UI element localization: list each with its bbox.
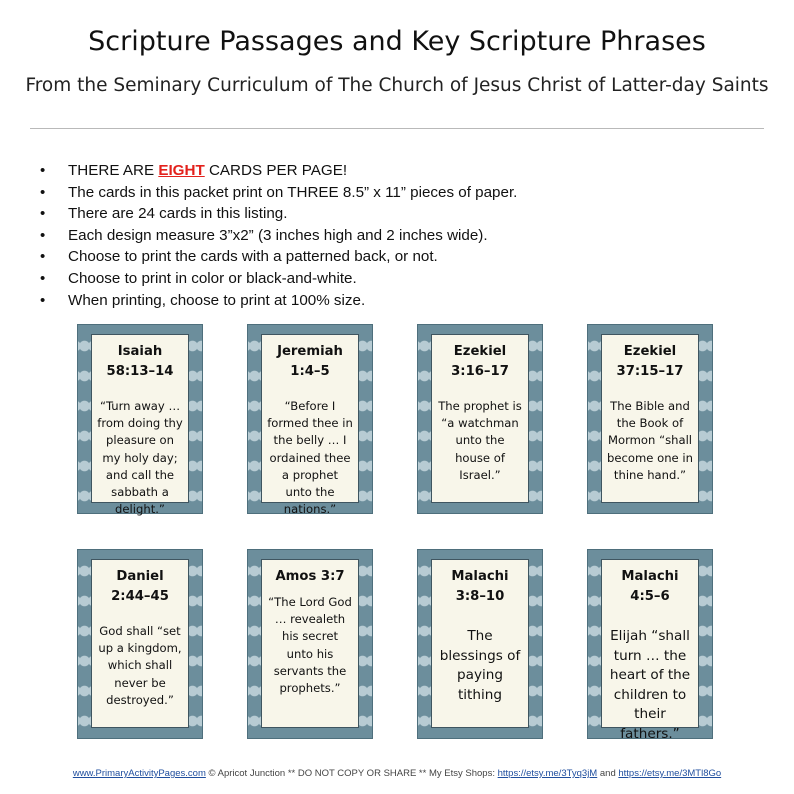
footer-conjunction: and (597, 768, 619, 779)
card-reference-verses: 3:8–10 (455, 589, 505, 604)
card-reference: Malachi (451, 569, 509, 584)
card-face (91, 334, 189, 517)
scripture-card (77, 549, 203, 739)
scripture-card (247, 549, 373, 739)
bullet-item: • When printing, choose to print at 100% size. (38, 290, 758, 312)
scripture-card-grid (77, 324, 717, 744)
card-reference: Daniel (116, 569, 164, 584)
card-phrase: God shall “set up a kingdom, which shall never be destroyed.” (98, 624, 182, 707)
page-subtitle: From the Seminary Curriculum of The Church of Jesus Christ of Latter-day Saints (25, 75, 769, 96)
bullet-marker: • (40, 248, 46, 266)
card-face (431, 334, 529, 503)
card-face (261, 334, 359, 517)
scripture-card (587, 549, 713, 742)
card-phrase: Elijah “shall turn … the heart of the children to their fathers.” (609, 628, 691, 742)
card-phrase: The prophet is “a watchman unto the house of Israel.” (438, 399, 522, 482)
bullet-marker: • (40, 183, 46, 201)
footer (0, 768, 794, 779)
divider (30, 128, 764, 129)
card-reference-verses: 58:13–14 (106, 364, 174, 379)
bullet-marker: • (40, 162, 46, 179)
website-link[interactable]: www.PrimaryActivityPages.com (72, 768, 206, 779)
scripture-card (417, 324, 543, 514)
card-reference-verses: 4:5–6 (630, 589, 670, 604)
card-face (601, 559, 699, 742)
card-face (431, 559, 529, 728)
info-bullet-list (38, 160, 758, 311)
bullet-marker: • (40, 226, 46, 244)
card-phrase: “Turn away … from doing thy pleasure on my holy day; and call the sabbath a delight.” (97, 399, 183, 517)
card-reference: Amos 3:7 (275, 569, 345, 584)
scripture-card (247, 324, 373, 517)
card-reference-verses: 3:16–17 (451, 364, 509, 379)
card-reference: Isaiah (117, 344, 163, 359)
scripture-card (77, 324, 203, 517)
card-reference-verses: 37:15–17 (616, 364, 684, 379)
card-reference: Ezekiel (623, 344, 677, 359)
bullet-item: • There are 24 cards in this listing. (38, 203, 758, 225)
etsy-shop-link-1[interactable]: https://etsy.me/3Tyq3jM (497, 768, 598, 779)
card-reference: Jeremiah (277, 344, 343, 359)
bullet-marker: • (40, 205, 46, 223)
scripture-card (587, 324, 713, 514)
card-phrase: The Bible and the Book of Mormon “shall become one in thine hand.” (607, 399, 693, 482)
bullet-item: • Choose to print in color or black-and-white. (38, 268, 758, 290)
card-face (261, 559, 359, 728)
highlight-text: EIGHT (158, 162, 205, 179)
card-face (91, 559, 189, 728)
bullet-item: • THERE ARE EIGHT CARDS PER PAGE! (38, 160, 758, 182)
copyright-notice: © Apricot Junction ** DO NOT COPY OR SHARE ** My Etsy Shops: (205, 768, 498, 779)
card-reference: Malachi (621, 569, 679, 584)
card-face (601, 334, 699, 503)
bullet-item: • Each design measure 3”x2” (3 inches high and 2 inches wide). (38, 225, 758, 247)
page-title: Scripture Passages and Key Scripture Phrases (88, 26, 706, 57)
card-phrase: “The Lord God … revealeth his secret unto his servants the prophets.” (268, 595, 352, 696)
bullet-item: • The cards in this packet print on THREE 8.5” x 11” pieces of paper. (38, 182, 758, 204)
card-phrase: The blessings of paying tithing (439, 628, 521, 703)
card-phrase: “Before I formed thee in the belly … I ordained thee a prophet unto the nations.” (267, 399, 353, 517)
etsy-shop-link-2[interactable]: https://etsy.me/3MTl8Go (618, 768, 722, 779)
bullet-marker: • (40, 269, 46, 287)
card-reference-verses: 1:4–5 (290, 364, 330, 379)
bullet-item: • Choose to print the cards with a patterned back, or not. (38, 246, 758, 268)
scripture-card (417, 549, 543, 739)
card-reference-verses: 2:44–45 (111, 589, 169, 604)
bullet-marker: • (40, 291, 46, 309)
card-reference: Ezekiel (453, 344, 507, 359)
